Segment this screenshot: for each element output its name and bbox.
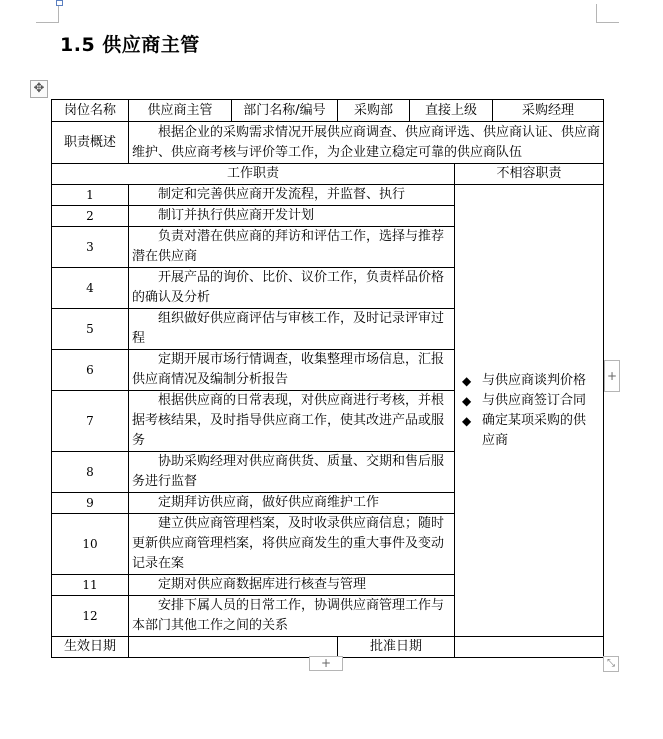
duty-text[interactable]: 负责对潜在供应商的拜访和评估工作，选择与推荐潜在供应商	[129, 227, 455, 268]
incompatible-item	[462, 371, 598, 391]
page-corner-top-left	[36, 4, 59, 23]
job-description-table	[51, 99, 604, 658]
text-cursor-marker	[56, 0, 63, 6]
incompatible-header: 不相容职责	[455, 164, 604, 185]
superior-value[interactable]: 采购经理	[493, 100, 604, 122]
duty-number: 10	[52, 514, 129, 575]
footer-row	[52, 637, 604, 658]
duty-number: 2	[52, 206, 129, 227]
table-move-handle-icon[interactable]: ✥	[30, 80, 48, 98]
summary-row	[52, 122, 604, 164]
duty-text[interactable]: 定期对供应商数据库进行核查与管理	[129, 575, 455, 596]
diamond-bullet-icon: ◆	[462, 373, 472, 388]
incompatible-list	[458, 371, 600, 451]
add-row-button[interactable]: +	[309, 656, 343, 671]
duty-text[interactable]: 制定和完善供应商开发流程，并监督、执行	[129, 185, 455, 206]
position-value[interactable]: 供应商主管	[129, 100, 232, 122]
duty-number: 3	[52, 227, 129, 268]
summary-label: 职责概述	[52, 122, 129, 164]
duty-number: 8	[52, 452, 129, 493]
effective-date-label: 生效日期	[52, 637, 129, 658]
duty-number: 9	[52, 493, 129, 514]
duty-text[interactable]: 定期拜访供应商，做好供应商维护工作	[129, 493, 455, 514]
approval-date-value[interactable]	[455, 637, 604, 658]
add-column-button[interactable]: +	[604, 360, 620, 392]
duty-text[interactable]: 建立供应商管理档案，及时收录供应商信息；随时更新供应商管理档案，将供应商发生的重大事件及变动记录在案	[129, 514, 455, 575]
duty-number: 6	[52, 350, 129, 391]
diamond-bullet-icon: ◆	[462, 413, 472, 428]
duty-text[interactable]: 定期开展市场行情调查，收集整理市场信息，汇报供应商情况及编制分析报告	[129, 350, 455, 391]
header-row	[52, 100, 604, 122]
incompatible-item	[462, 391, 598, 411]
duty-number: 12	[52, 596, 129, 637]
duty-text[interactable]: 安排下属人员的日常工作，协调供应商管理工作与本部门其他工作之间的关系	[129, 596, 455, 637]
duties-header: 工作职责	[52, 164, 455, 185]
duty-number: 1	[52, 185, 129, 206]
summary-text[interactable]: 根据企业的采购需求情况开展供应商调查、供应商评选、供应商认证、供应商维护、供应商考核与评价等工作，为企业建立稳定可靠的供应商队伍	[129, 122, 604, 164]
incompatible-item	[462, 411, 598, 451]
duty-number: 4	[52, 268, 129, 309]
duty-text[interactable]: 制订并执行供应商开发计划	[129, 206, 455, 227]
superior-label: 直接上级	[410, 100, 493, 122]
incompatible-item-text: 确定某项采购的供应商	[482, 412, 587, 448]
duty-text[interactable]: 协助采购经理对供应商供货、质量、交期和售后服务进行监督	[129, 452, 455, 493]
incompatible-item-text: 与供应商签订合同	[482, 392, 587, 408]
duties-header-row	[52, 164, 604, 185]
table-resize-handle-icon[interactable]: ⤡	[603, 656, 619, 672]
incompatible-duties-cell[interactable]	[455, 185, 604, 637]
dept-label: 部门名称/编号	[232, 100, 338, 122]
dept-value[interactable]: 采购部	[338, 100, 410, 122]
duty-text[interactable]: 开展产品的询价、比价、议价工作，负责样品价格的确认及分析	[129, 268, 455, 309]
duty-text[interactable]: 组织做好供应商评估与审核工作，及时记录评审过程	[129, 309, 455, 350]
duty-row	[52, 185, 604, 206]
duty-number: 11	[52, 575, 129, 596]
position-label: 岗位名称	[52, 100, 129, 122]
section-title: 1.5 供应商主管	[60, 34, 200, 56]
effective-date-value[interactable]	[129, 637, 338, 658]
page-corner-top-right	[596, 4, 619, 23]
duty-text[interactable]: 根据供应商的日常表现，对供应商进行考核，并根据考核结果，及时指导供应商工作，使其改进产品或服务	[129, 391, 455, 452]
incompatible-item-text: 与供应商谈判价格	[482, 372, 587, 388]
approval-date-label: 批准日期	[338, 637, 455, 658]
diamond-bullet-icon: ◆	[462, 393, 472, 408]
duty-number: 7	[52, 391, 129, 452]
duty-number: 5	[52, 309, 129, 350]
